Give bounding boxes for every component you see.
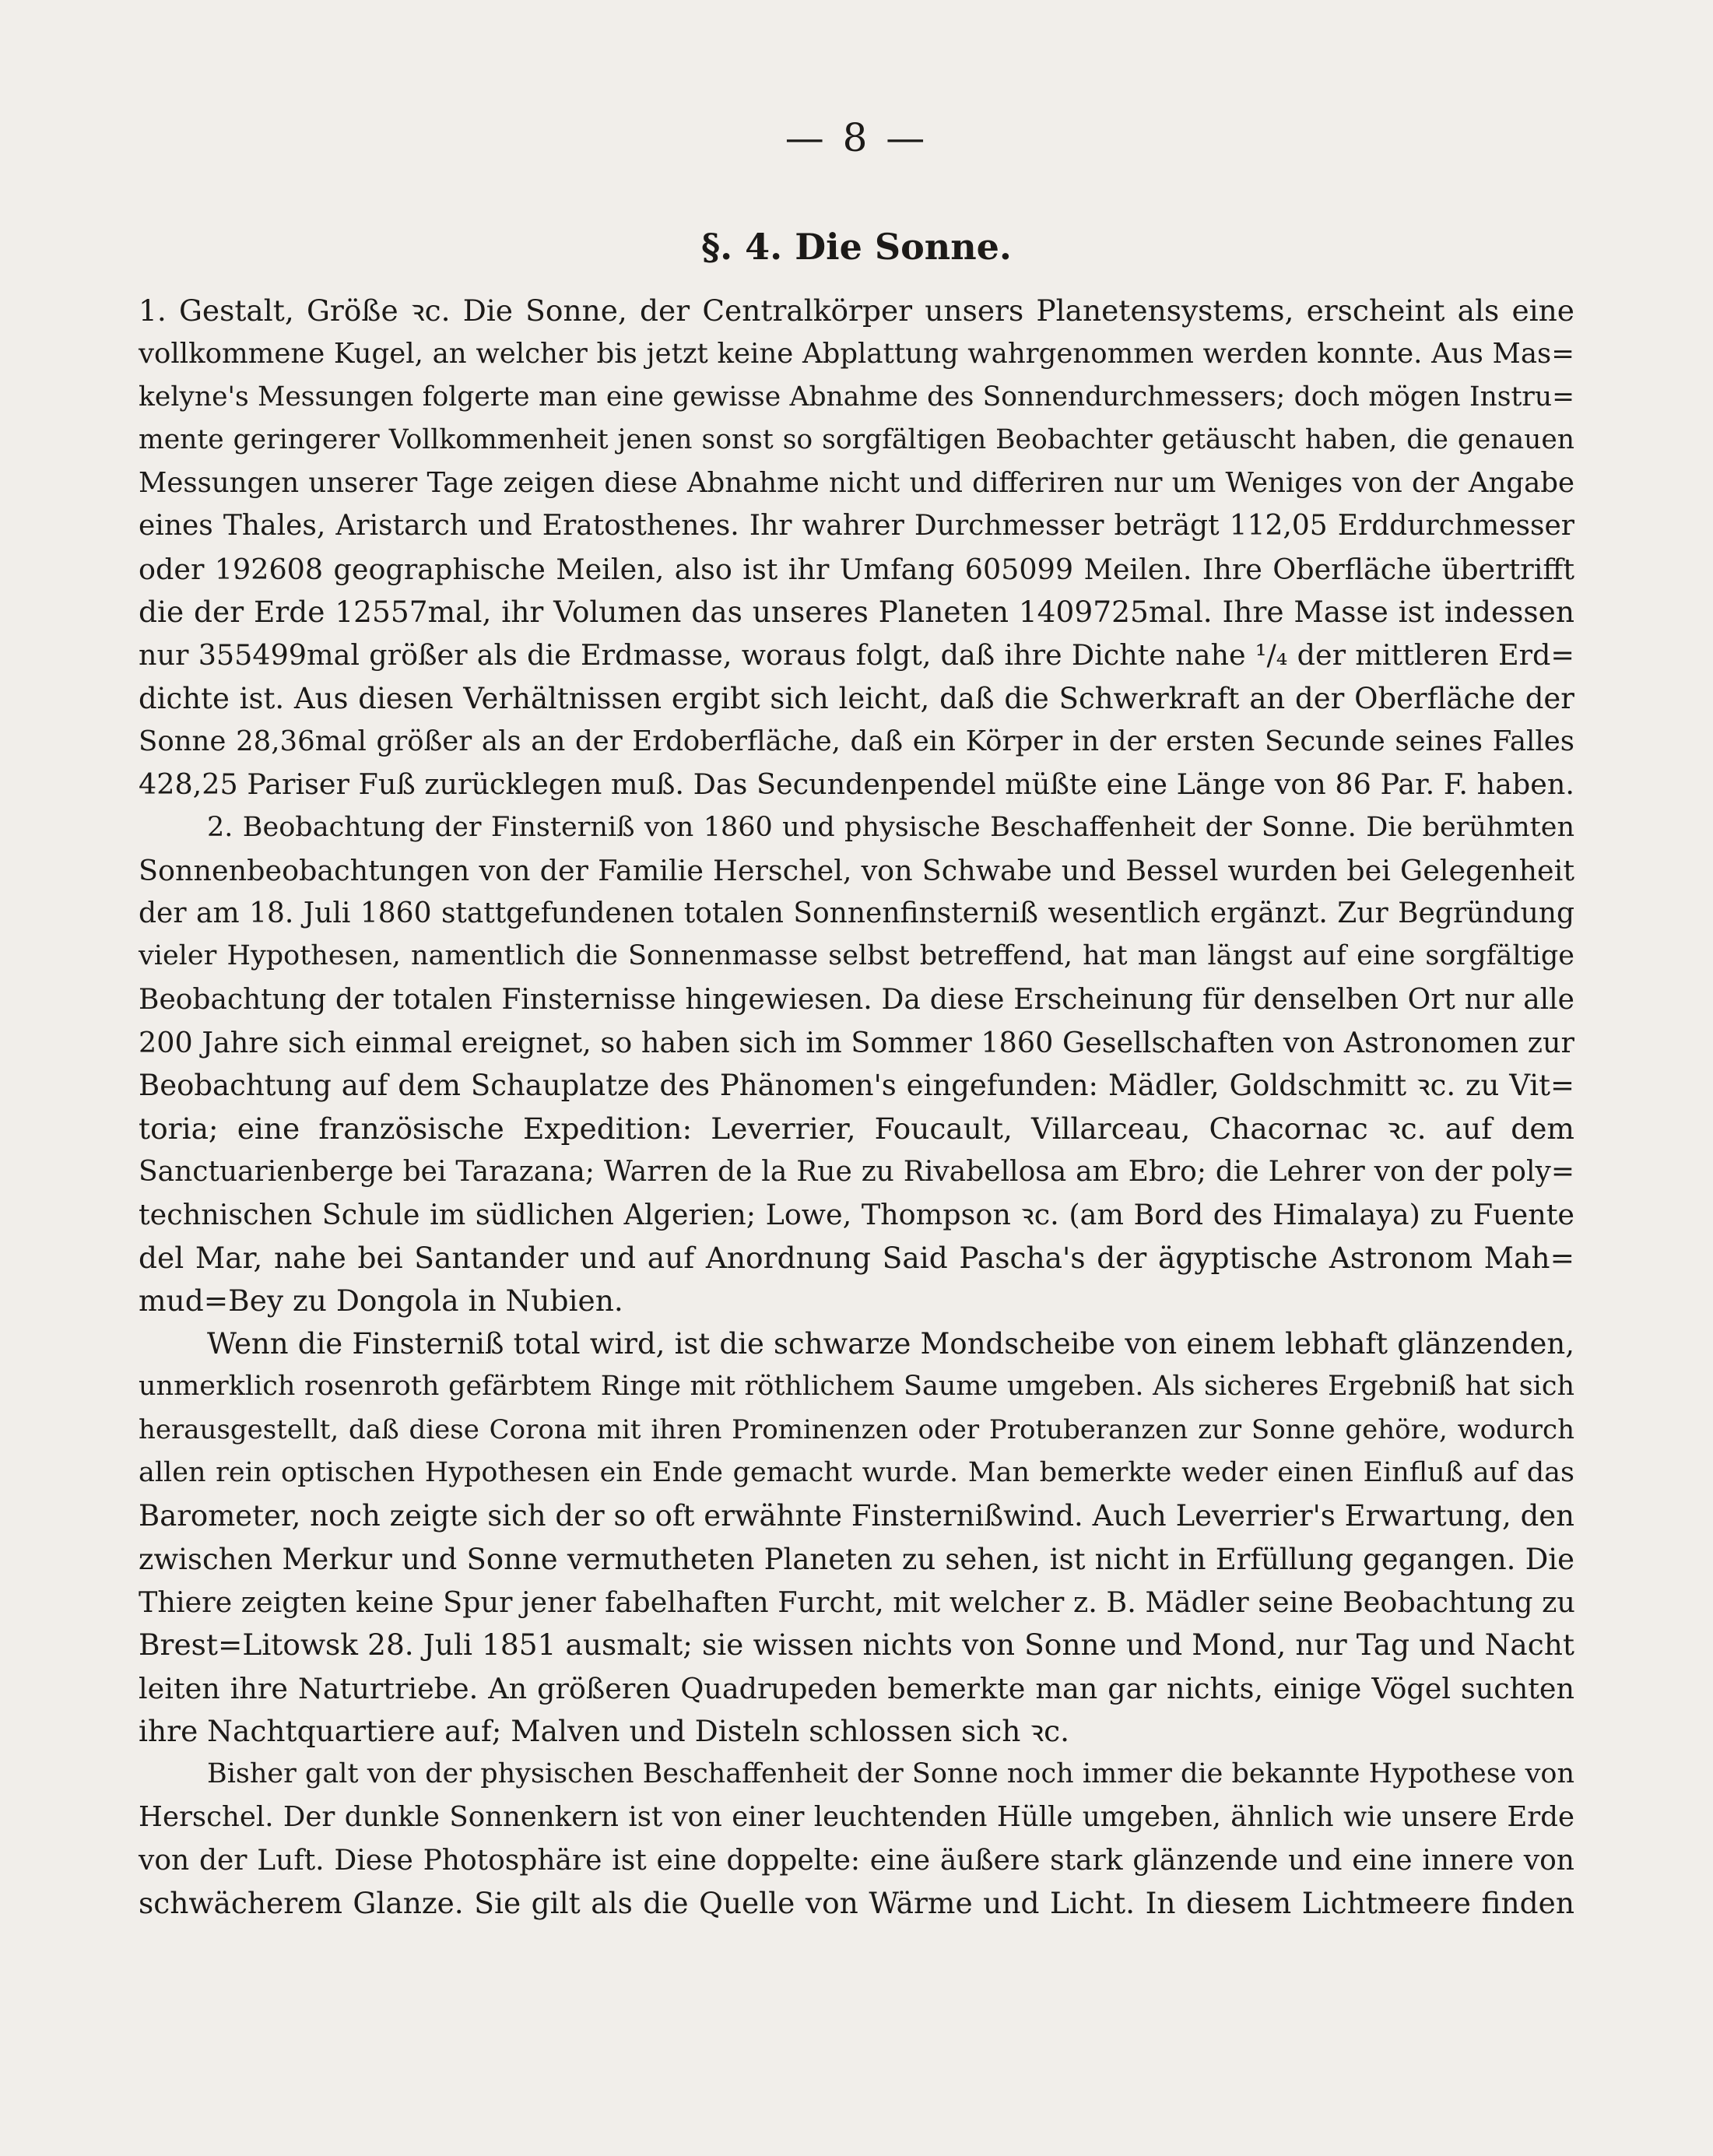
text-line: kelyne's Messungen folgerte man eine gewisse Abnahme des Sonnendurchmessers; doch mögen Instru= — [139, 381, 1574, 413]
text-line: Sonnenbeobachtungen von der Familie Herschel, von Schwabe und Bessel wurden bei Gelegenheit — [139, 853, 1574, 887]
text-line: herausgestellt, daß diese Corona mit ihren Prominenzen oder Protuberanzen zur Sonne gehöre, wodurch — [139, 1413, 1574, 1445]
text-line: leiten ihre Naturtriebe. An größeren Quadrupeden bemerkte man gar nichts, einige Vögel suchten — [139, 1671, 1574, 1705]
text-line: oder 192608 geographische Meilen, also ist ihr Umfang 605099 Meilen. Ihre Oberfläche übertrifft — [139, 552, 1574, 586]
text-line: 1. Gestalt, Größe ꝛc. Die Sonne, der Centralkörper unsers Planetensystems, erscheint als eine — [139, 293, 1574, 328]
text-line: ihre Nachtquartiere auf; Malven und Disteln schlossen sich ꝛc. — [139, 1713, 1070, 1748]
text-line: nur 355499mal größer als die Erdmasse, woraus folgt, daß ihre Dichte nahe ¹/₄ der mittleren Erd= — [139, 638, 1574, 672]
text-line: mud=Bey zu Dongola in Nubien. — [139, 1283, 623, 1318]
text-line: vieler Hypothesen, namentlich die Sonnenmasse selbst betreffend, hat man längst auf eine sorgfältige — [139, 940, 1574, 972]
text-line: vollkommene Kugel, an welcher bis jetzt keine Abplattung wahrgenommen werden konnte. Aus Mas= — [139, 338, 1574, 370]
text-line: Bisher galt von der physischen Beschaffenheit der Sonne noch immer die bekannte Hypothese von — [207, 1758, 1574, 1790]
text-line: Herschel. Der dunkle Sonnenkern ist von einer leuchtenden Hülle umgeben, ähnlich wie unsere Erde — [139, 1801, 1574, 1834]
text-line: Brest=Litowsk 28. Juli 1851 ausmalt; sie wissen nichts von Sonne und Mond, nur Tag und Nacht — [139, 1628, 1574, 1663]
text-line: Beobachtung auf dem Schauplatze des Phänomen's eingefunden: Mädler, Goldschmitt ꝛc. zu Vit= — [139, 1069, 1574, 1103]
section-heading: §. 4. Die Sonne. — [701, 226, 1012, 268]
text-line: del Mar, nahe bei Santander und auf Anordnung Said Pascha's der ägyptische Astronom Mah= — [139, 1240, 1574, 1275]
text-line: von der Luft. Diese Photosphäre ist eine doppelte: eine äußere stark glänzende und eine innere von — [139, 1844, 1574, 1877]
page-number: — 8 — — [785, 115, 928, 160]
text-line: toria; eine französische Expedition: Leverrier, Foucault, Villarceau, Chacornac ꝛc. auf dem — [139, 1111, 1574, 1146]
text-line: mente geringerer Vollkommenheit jenen sonst so sorgfältigen Beobachter getäuscht haben, die genauen — [139, 423, 1574, 455]
text-line: Barometer, noch zeigte sich der so oft erwähnte Finsternißwind. Auch Leverrier's Erwartung, den — [139, 1499, 1574, 1533]
text-line: Sonne 28,36mal größer als an der Erdoberfläche, daß ein Körper in der ersten Secunde seines Falles — [139, 725, 1574, 757]
text-line: Messungen unserer Tage zeigen diese Abnahme nicht und differiren nur um Weniges von der Angabe — [139, 467, 1574, 500]
text-line: zwischen Merkur und Sonne vermutheten Planeten zu sehen, ist nicht in Erfüllung gegangen. Die — [139, 1542, 1574, 1576]
text-line: 428,25 Pariser Fuß zurücklegen muß. Das Secundenpendel müßte eine Länge von 86 Par. F. haben. — [139, 767, 1574, 802]
text-line: die der Erde 12557mal, ihr Volumen das unseres Planeten 1409725mal. Ihre Masse ist indessen — [139, 595, 1574, 630]
text-line: der am 18. Juli 1860 stattgefundenen totalen Sonnenfinsterniß wesentlich ergänzt. Zur Begründung — [139, 897, 1574, 930]
text-line: allen rein optischen Hypothesen ein Ende gemacht wurde. Man bemerkte weder einen Einfluß auf das — [139, 1457, 1574, 1489]
text-line: schwächerem Glanze. Sie gilt als die Quelle von Wärme und Licht. In diesem Lichtmeere finden — [139, 1885, 1574, 1920]
body-text — [139, 290, 1574, 1925]
text-line: Sanctuarienberge bei Tarazana; Warren de la Rue zu Rivabellosa am Ebro; die Lehrer von der poly= — [139, 1155, 1574, 1188]
text-line: technischen Schule im südlichen Algerien; Lowe, Thompson ꝛc. (am Bord des Himalaya) zu Fuente — [139, 1198, 1574, 1232]
text-line: Wenn die Finsterniß total wird, ist die schwarze Mondscheibe von einem lebhaft glänzenden, — [207, 1327, 1574, 1361]
text-line: Thiere zeigten keine Spur jener fabelhaften Furcht, mit welcher z. B. Mädler seine Beobachtung zu — [139, 1585, 1575, 1619]
text-line: 200 Jahre sich einmal ereignet, so haben sich im Sommer 1860 Gesellschaften von Astronomen zur — [139, 1026, 1574, 1060]
text-line: Beobachtung der totalen Finsternisse hingewiesen. Da diese Erscheinung für denselben Ort nur alle — [139, 983, 1574, 1016]
text-line: dichte ist. Aus diesen Verhältnissen ergibt sich leicht, daß die Schwerkraft an der Oberfläche der — [139, 681, 1574, 715]
text-line: eines Thales, Aristarch und Eratosthenes. Ihr wahrer Durchmesser beträgt 112,05 Erddurchmesser — [139, 510, 1574, 543]
text-line: 2. Beobachtung der Finsterniß von 1860 und physische Beschaffenheit der Sonne. Die berühmten — [207, 811, 1574, 843]
text-line: unmerklich rosenroth gefärbtem Ringe mit röthlichem Saume umgeben. Als sicheres Ergebniß hat sich — [139, 1371, 1574, 1403]
